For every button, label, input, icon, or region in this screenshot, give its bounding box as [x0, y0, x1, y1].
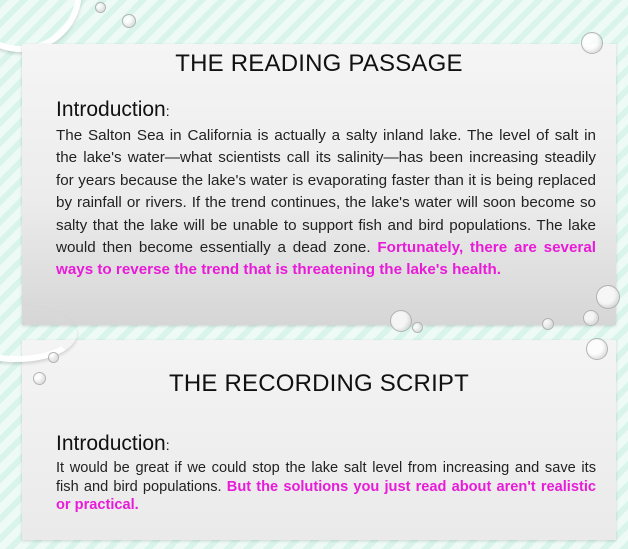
recording-highlight-text: But the solutions you just read about aren't realistic or practical.: [56, 478, 596, 514]
recording-section-label: Introduction: [56, 432, 166, 455]
reading-passage-card: [22, 44, 616, 325]
recording-section-heading: [56, 432, 170, 456]
decorative-bubble: [95, 2, 106, 13]
decorative-bubble: [48, 352, 59, 363]
heading-colon: :: [165, 103, 170, 119]
decorative-bubble: [586, 338, 608, 360]
heading-colon: :: [165, 437, 170, 453]
decorative-bubble: [542, 318, 554, 330]
reading-highlight-text: Fortunately, there are several ways to reverse the trend that is threatening the lake's health.: [56, 239, 596, 279]
decorative-bubble: [122, 14, 136, 28]
recording-body-text: It would be great if we could stop the lake salt level from increasing and save its fish and bird populations.: [56, 460, 596, 495]
reading-section-label: Introduction: [56, 98, 166, 121]
decorative-bubble: [581, 32, 603, 54]
decorative-bubble: [583, 310, 599, 326]
reading-passage-title: THE READING PASSAGE: [175, 50, 463, 77]
recording-script-card: [22, 340, 616, 540]
reading-passage-text: [56, 125, 596, 282]
recording-script-title: THE RECORDING SCRIPT: [168, 370, 469, 397]
decorative-bubble: [596, 285, 620, 309]
reading-section-heading: [56, 98, 170, 122]
reading-body-text: The Salton Sea in California is actually a salty inland lake. The level of salt in the lake's water—what scientists call its salinity—has been increasing steadily for years because the lake's water is evaporating faster than it is being replaced by rainfall or rivers. If the trend continues, the lake's water will soon become so salty that the lake will be unable to support fish and bird populations. The lake would then become essentially a dead zone.: [56, 127, 596, 257]
decorative-bubble: [412, 322, 423, 333]
decorative-bubble: [33, 372, 46, 385]
recording-script-text: [56, 459, 596, 515]
decorative-bubble: [390, 310, 412, 332]
